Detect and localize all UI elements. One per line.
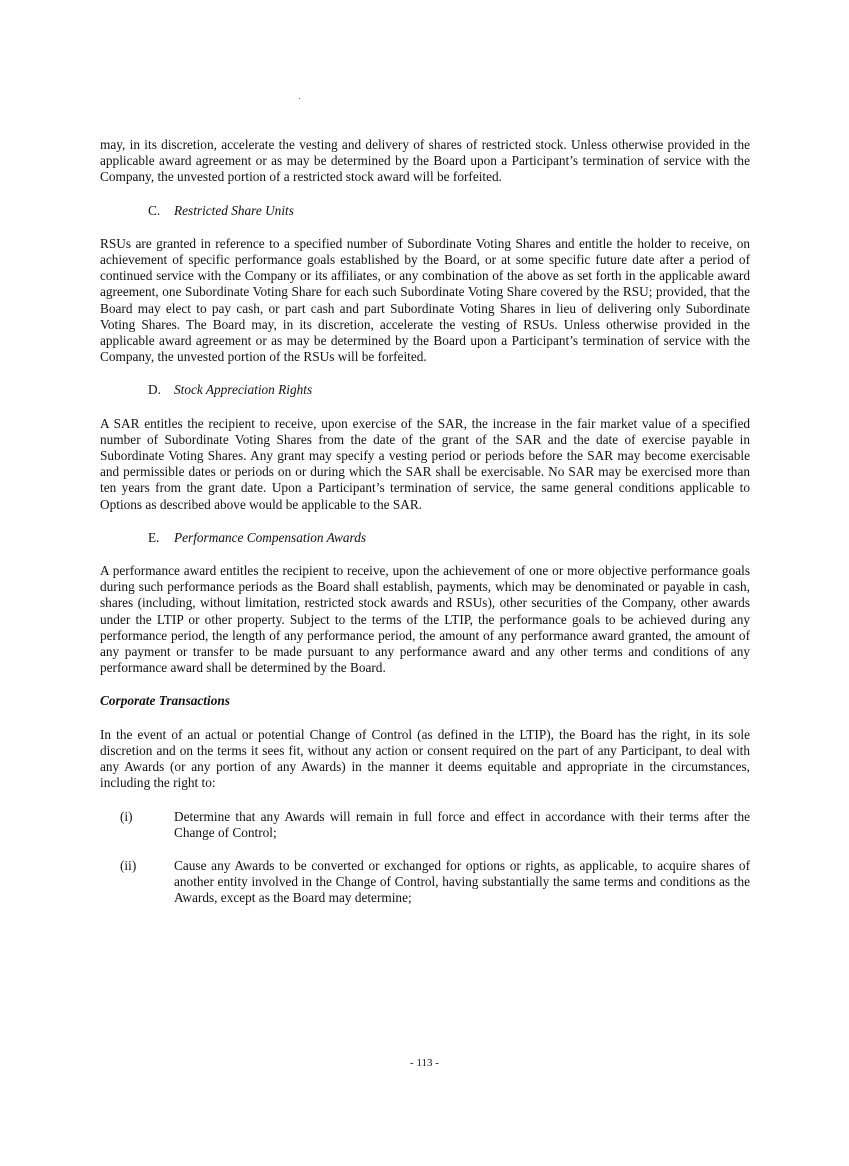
paragraph-performance-award: A performance award entitles the recipient to receive, upon the achievement of one or more objective performance goals during such performance periods as the Board shall establish, payments, which may be denominated or payable in cash, shares (including, without limitation, restricted stock awards and RSUs), other securities of the Company, other awards under the LTIP or other property. Subject to the terms of the LTIP, the performance goals to be achieved during any performance period, the length of any performance period, the amount of any performance award granted, the amount of any payment or transfer to be made pursuant to any performance award and any other terms and conditions of any performance award shall be determined by the Board. bbox=[100, 563, 750, 676]
corporate-transactions-heading: Corporate Transactions bbox=[100, 693, 230, 709]
section-e-letter: E. bbox=[148, 529, 160, 545]
list-item bbox=[100, 858, 750, 907]
section-d-heading bbox=[100, 382, 750, 398]
list-item-number: (ii) bbox=[120, 857, 137, 873]
list-item bbox=[100, 809, 750, 841]
section-c-title: Restricted Share Units bbox=[174, 202, 294, 218]
stray-mark bbox=[299, 98, 300, 99]
paragraph-rsus: RSUs are granted in reference to a specified number of Subordinate Voting Shares and entitle the holder to receive, on achievement of specific performance goals established by the Board, or at some specific future date after a period of continued service with the Company or its affiliates, or any combination of the above as set forth in the applicable award agreement, one Subordinate Voting Share for each such Subordinate Voting Share covered by the RSU; provided, that the Board may elect to pay cash, or part cash and part Subordinate Voting Shares in lieu of delivering only Subordinate Voting Shares. The Board may, in its discretion, accelerate the vesting of RSUs. Unless otherwise provided in the applicable award agreement or as may be determined by the Board upon a Participant’s termination of service with the Company, the unvested portion of the RSUs will be forfeited. bbox=[100, 235, 750, 365]
paragraph-sar: A SAR entitles the recipient to receive, upon exercise of the SAR, the increase in the fair market value of a specified number of Subordinate Voting Shares from the date of the grant of the SAR and the date of exercise payable in Subordinate Voting Shares. Any grant may specify a vesting period or periods before the SAR may become exercisable and permissible dates or periods on or during which the SAR shall be exercisable. No SAR may be exercised more than ten years from the grant date. Upon a Participant’s termination of service, the same general conditions applicable to Options as described above would be applicable to the SAR. bbox=[100, 415, 750, 512]
document-body bbox=[100, 137, 750, 924]
list-item-number: (i) bbox=[120, 808, 133, 824]
page-number: - 113 - bbox=[410, 1057, 439, 1069]
paragraph-restricted-stock: may, in its discretion, accelerate the vesting and delivery of shares of restricted stock. Unless otherwise provided in the applicable award agreement or as may be determined by the Board upon a Participant’s termination of service with the Company, the unvested portion of a restricted stock award will be forfeited. bbox=[100, 137, 750, 185]
section-d-letter: D. bbox=[148, 382, 161, 398]
section-e-title: Performance Compensation Awards bbox=[174, 529, 367, 545]
section-d-title: Stock Appreciation Rights bbox=[174, 382, 313, 398]
section-c-letter: C. bbox=[148, 202, 161, 218]
list-item-text: Cause any Awards to be converted or exchanged for options or rights, as applicable, to acquire shares of another entity involved in the Change of Control, having substantially the same terms and conditions as the Awards, except as the Board may determine; bbox=[174, 857, 750, 906]
section-c-heading bbox=[100, 203, 750, 219]
paragraph-change-of-control: In the event of an actual or potential Change of Control (as defined in the LTIP), the Board has the right, in its sole discretion and on the terms it sees fit, without any action or consent required on the part of any Participant, to deal with any Awards (or any portion of any Awards) in the manner it deems equitable and appropriate in the circumstances, including the right to: bbox=[100, 726, 750, 791]
list-item-text: Determine that any Awards will remain in full force and effect in accordance with their terms after the Change of Control; bbox=[174, 808, 750, 840]
section-e-heading bbox=[100, 530, 750, 546]
